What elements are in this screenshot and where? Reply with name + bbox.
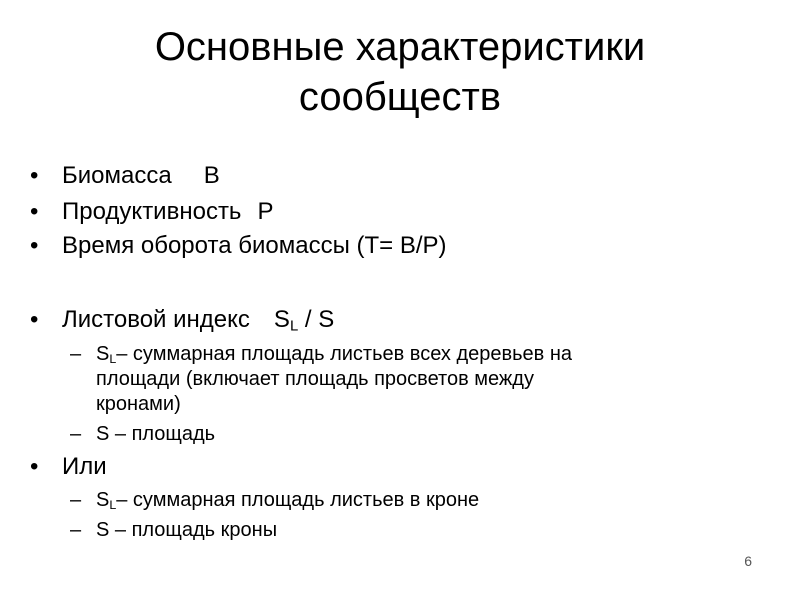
leaf-index-label: Листовой индекс (62, 306, 250, 333)
sub-item-sl-crown (96, 488, 479, 513)
sl-subscript: L (109, 352, 117, 367)
biomass-symbol: В (203, 162, 220, 189)
dash-marker: – (70, 519, 82, 541)
productivity-symbol: Р (257, 198, 274, 225)
bullet-marker: • (30, 162, 39, 189)
sl-text-line-3: кронами) (96, 393, 181, 415)
leaf-index-symbol: S (273, 306, 290, 333)
dash-marker: – (70, 423, 82, 445)
bullet-marker: • (30, 232, 39, 259)
sl-symbol: S (96, 343, 110, 365)
sub-item-sl-definition (96, 342, 572, 367)
item-productivity (62, 198, 273, 226)
item-leaf-index (62, 306, 334, 334)
leaf-index-subscript: L (289, 318, 299, 335)
title-line-2: сообществ (298, 75, 502, 119)
page-number: 6 (744, 553, 752, 569)
bullet-marker: • (30, 198, 39, 225)
item-or: Или (62, 453, 107, 480)
leaf-index-rest: / S (298, 306, 335, 333)
sl-crown-text: – суммарная площадь листьев в кроне (116, 489, 480, 511)
slide-title (0, 22, 800, 122)
biomass-label: Биомасса (62, 162, 172, 189)
item-biomass (62, 162, 220, 190)
bullet-marker: • (30, 306, 39, 333)
item-turnover: Время оборота биомассы (Т= В/Р) (62, 232, 447, 259)
title-line-1: Основные характеристики (154, 25, 646, 69)
sl-crown-subscript: L (109, 498, 117, 513)
sl-text-line-2: площади (включает площадь просветов между (96, 368, 534, 390)
sub-item-crown-area: S – площадь кроны (96, 519, 278, 541)
sl-text-line-1: – суммарная площадь листьев всех деревьев на (116, 343, 573, 365)
bullet-marker: • (30, 453, 39, 480)
dash-marker: – (70, 489, 82, 511)
productivity-label: Продуктивность (62, 198, 242, 225)
sub-item-s-definition: S – площадь (96, 423, 216, 445)
sl-crown-symbol: S (96, 489, 110, 511)
dash-marker: – (70, 343, 82, 365)
